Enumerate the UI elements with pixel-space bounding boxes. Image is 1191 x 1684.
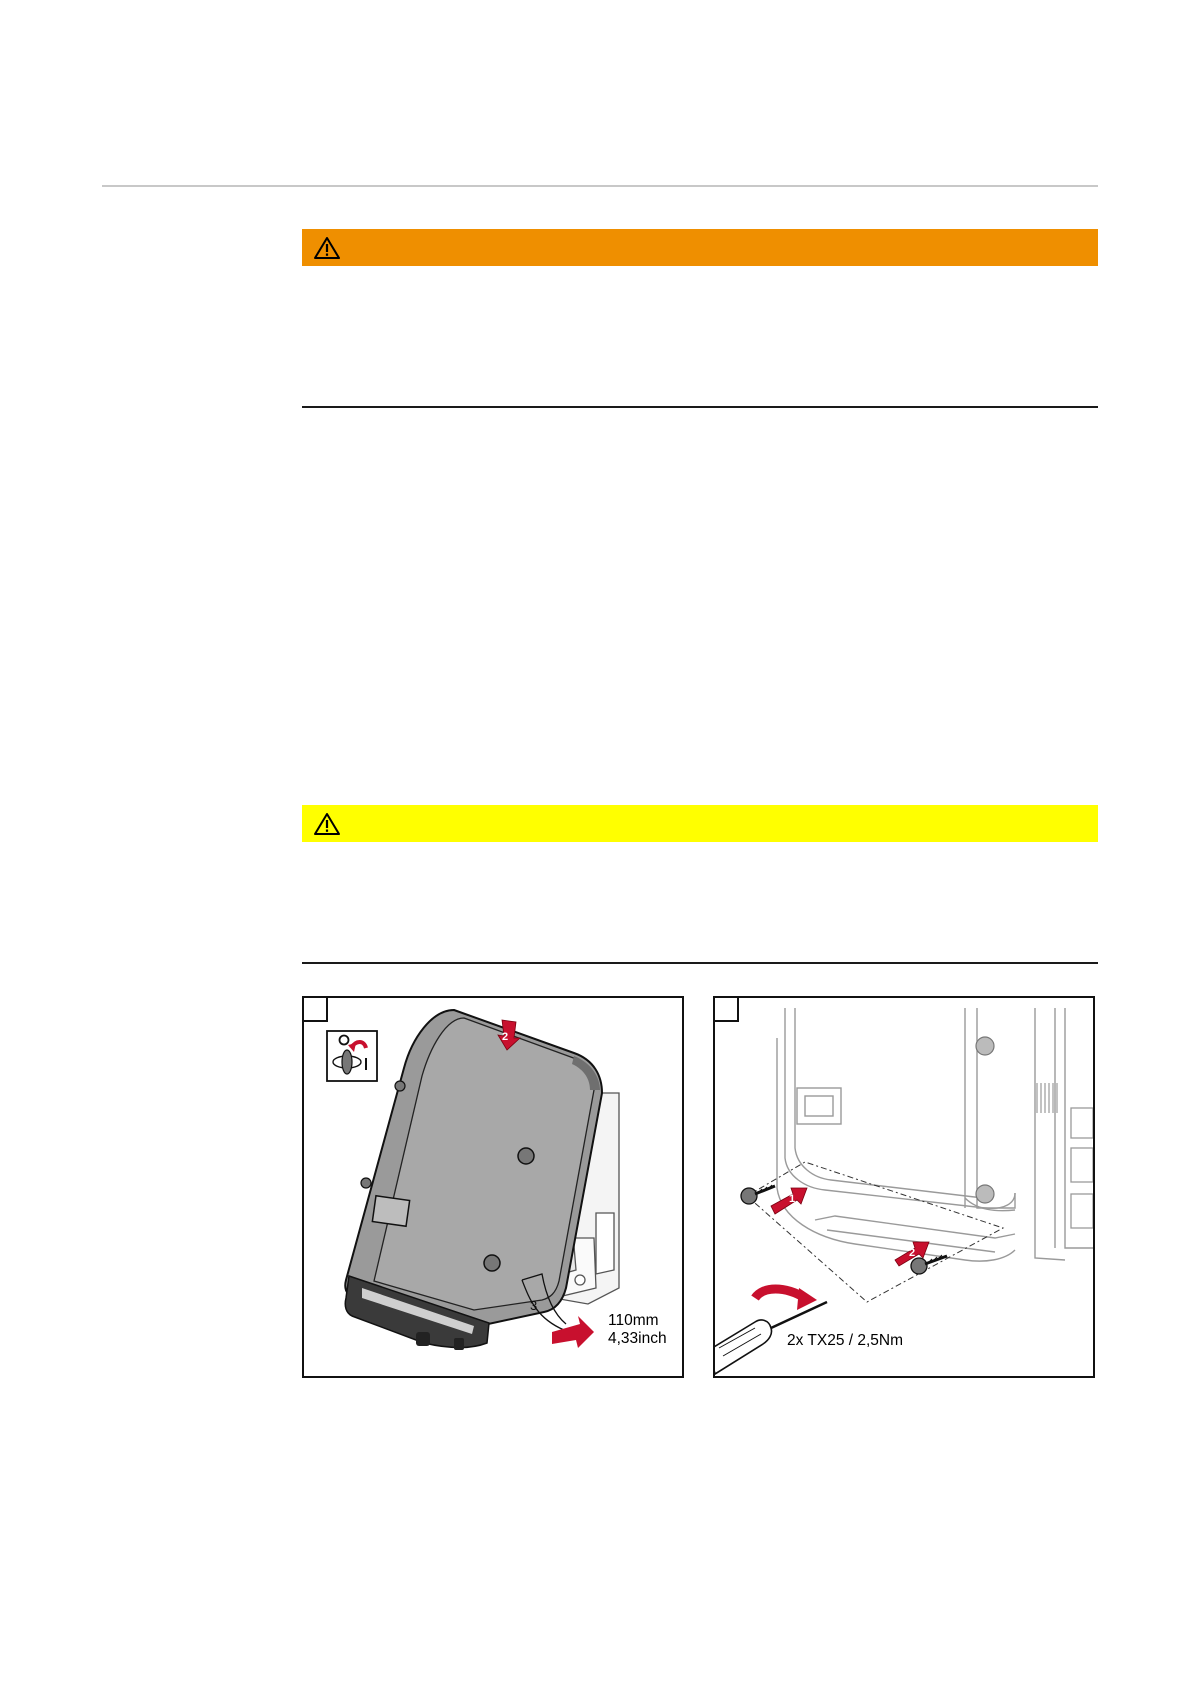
inverter-outline — [777, 1008, 1093, 1261]
warning-triangle-icon — [313, 812, 341, 836]
distance-mm-label: 110mm — [608, 1312, 659, 1329]
screw-spec-label: 2x TX25 / 2,5Nm — [787, 1332, 904, 1349]
section-divider — [302, 962, 1098, 964]
screwdriver — [715, 1288, 827, 1374]
step-figure-fasten-screws — [713, 996, 1095, 1378]
header-divider — [102, 185, 1098, 187]
dc-switch-icon — [327, 1031, 377, 1081]
step-figure-hang-inverter — [302, 996, 684, 1378]
arrow-label-2: 2 — [909, 1247, 916, 1259]
cooling-vents — [1037, 1083, 1057, 1113]
arrow-label-1: 1 — [789, 1193, 796, 1205]
swing-arrow — [552, 1316, 594, 1348]
distance-inch-label: 4,33inch — [608, 1330, 667, 1347]
screw-illustration — [715, 998, 1093, 1376]
warning-triangle-icon — [313, 236, 341, 260]
screw-2 — [911, 1255, 947, 1274]
warning-banner — [302, 229, 1098, 266]
latch-knobs — [976, 1037, 994, 1203]
arrow-label-3: 3 — [530, 1298, 538, 1313]
arrow-label-2: 2 — [501, 1031, 509, 1043]
step-number-box — [302, 996, 328, 1022]
screw-1 — [741, 1185, 775, 1204]
step-number-box — [713, 996, 739, 1022]
caution-banner — [302, 805, 1098, 842]
section-divider — [302, 406, 1098, 408]
